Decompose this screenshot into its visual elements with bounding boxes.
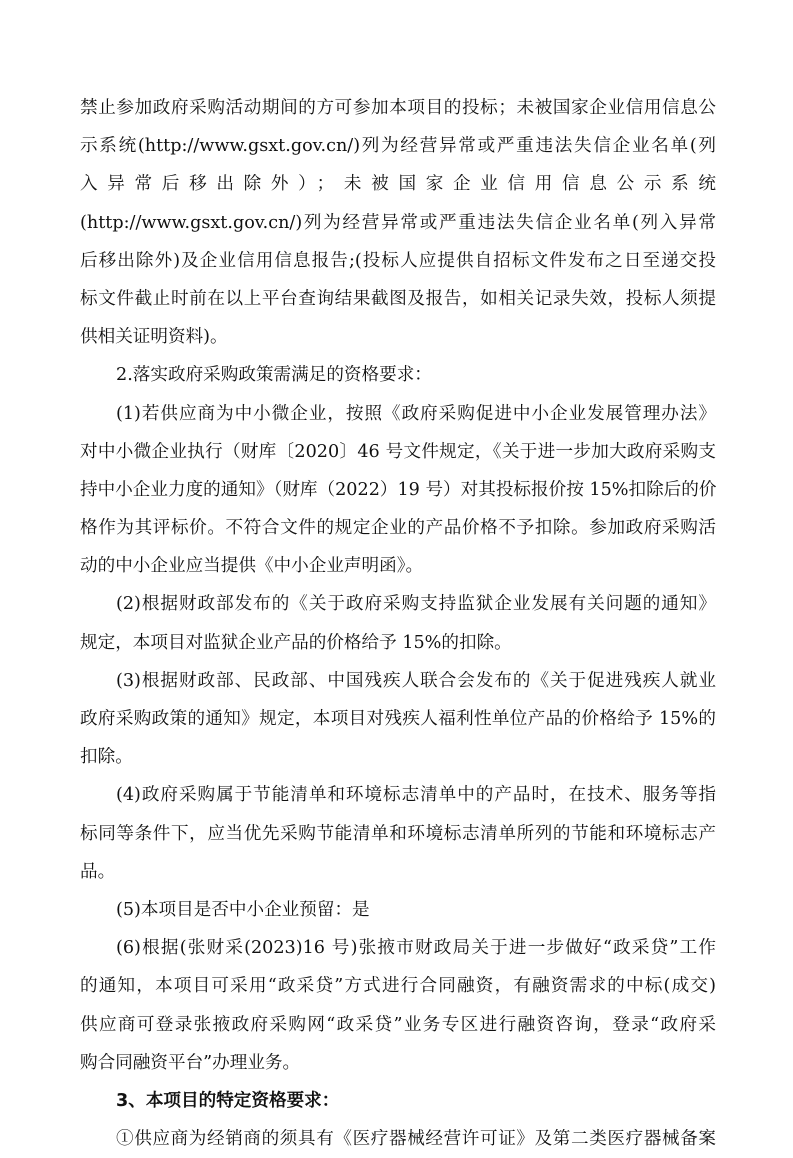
text-line: 入异常后移出除外）；未被国家企业信用信息公示系统 — [80, 174, 716, 195]
text-line: 动的中小企业应当提供《中小企业声明函》。 — [80, 556, 424, 577]
text-line: 品。 — [80, 861, 116, 882]
text-line: (1)若供应商为中小微企业，按照《政府采购促进中小企业发展管理办法》 — [116, 403, 716, 424]
paragraph — [80, 585, 716, 661]
text-line: 规定，本项目对监狱企业产品的价格给予 15%的扣除。 — [80, 632, 512, 653]
text-line: 政府采购政策的通知》规定，本项目对残疾人福利性单位产品的价格给予 15%的 — [80, 709, 716, 729]
paragraph — [80, 891, 716, 929]
paragraph — [80, 89, 716, 356]
text-line: 的通知，本项目可采用“政采贷”方式进行合同融资，有融资需求的中标(成交) — [80, 976, 716, 997]
paragraph — [80, 929, 716, 1082]
text-line: ①供应商为经销商的须具有《医疗器械经营许可证》及第二类医疗器械备案 — [116, 1129, 716, 1150]
text-line: 对中小微企业执行（财库〔2020〕46 号文件规定，《关于进一步加大政府采购支 — [80, 441, 716, 462]
text-line: 禁止参加政府采购活动期间的方可参加本项目的投标；未被国家企业信用信息公 — [80, 98, 716, 118]
text-line: 示系统(http://www.gsxt.gov.cn/)列为经营异常或严重违法失信企业名单(列 — [80, 136, 716, 157]
text-line: 持中小企业力度的通知》（财库（2022）19 号）对其投标报价按 15%扣除后的价 — [80, 479, 717, 500]
text-line: 3、本项目的特定资格要求： — [116, 1090, 340, 1111]
text-line: (4)政府采购属于节能清单和环境标志清单中的产品时，在技术、服务等指 — [116, 785, 716, 806]
text-line: 格作为其评标价。不符合文件的规定企业的产品价格不予扣除。参加政府采购活 — [80, 518, 716, 539]
text-line: (http://www.gsxt.gov.cn/)列为经营异常或严重违法失信企业名单(列入异常 — [80, 212, 716, 233]
text-line: 购合同融资平台”办理业务。 — [80, 1052, 301, 1073]
text-line: 后移出除外)及企业信用信息报告;(投标人应提供自招标文件发布之日至递交投 — [80, 250, 716, 271]
section-heading — [80, 1082, 716, 1120]
paragraph — [80, 1120, 716, 1158]
text-line: (5)本项目是否中小企业预留：是 — [116, 899, 370, 920]
text-line: 供相关证明资料)。 — [80, 327, 228, 348]
text-line: 供应商可登录张掖政府采购网“政采贷”业务专区进行融资咨询，登录“政府采 — [80, 1014, 716, 1035]
paragraph — [80, 662, 716, 777]
text-line: (6)根据(张财采(2023)16 号)张掖市财政局关于进一步做好“政采贷”工作 — [116, 938, 716, 959]
text-line: 2.落实政府采购政策需满足的资格要求： — [116, 365, 432, 386]
paragraph — [80, 776, 716, 891]
paragraph — [80, 395, 716, 586]
text-line: 标同等条件下，应当优先采购节能清单和环境标志清单所列的节能和环境标志产 — [80, 823, 716, 844]
text-line: 标文件截止时前在以上平台查询结果截图及报告，如相关记录失效，投标人须提 — [80, 288, 716, 309]
text-line: (2)根据财政部发布的《关于政府采购支持监狱企业发展有关问题的通知》 — [116, 594, 716, 615]
paragraph — [80, 356, 716, 394]
document-page — [80, 89, 716, 1158]
text-line: (3)根据财政部、民政部、中国残疾人联合会发布的《关于促进残疾人就业 — [116, 670, 716, 691]
text-line: 扣除。 — [80, 747, 133, 768]
